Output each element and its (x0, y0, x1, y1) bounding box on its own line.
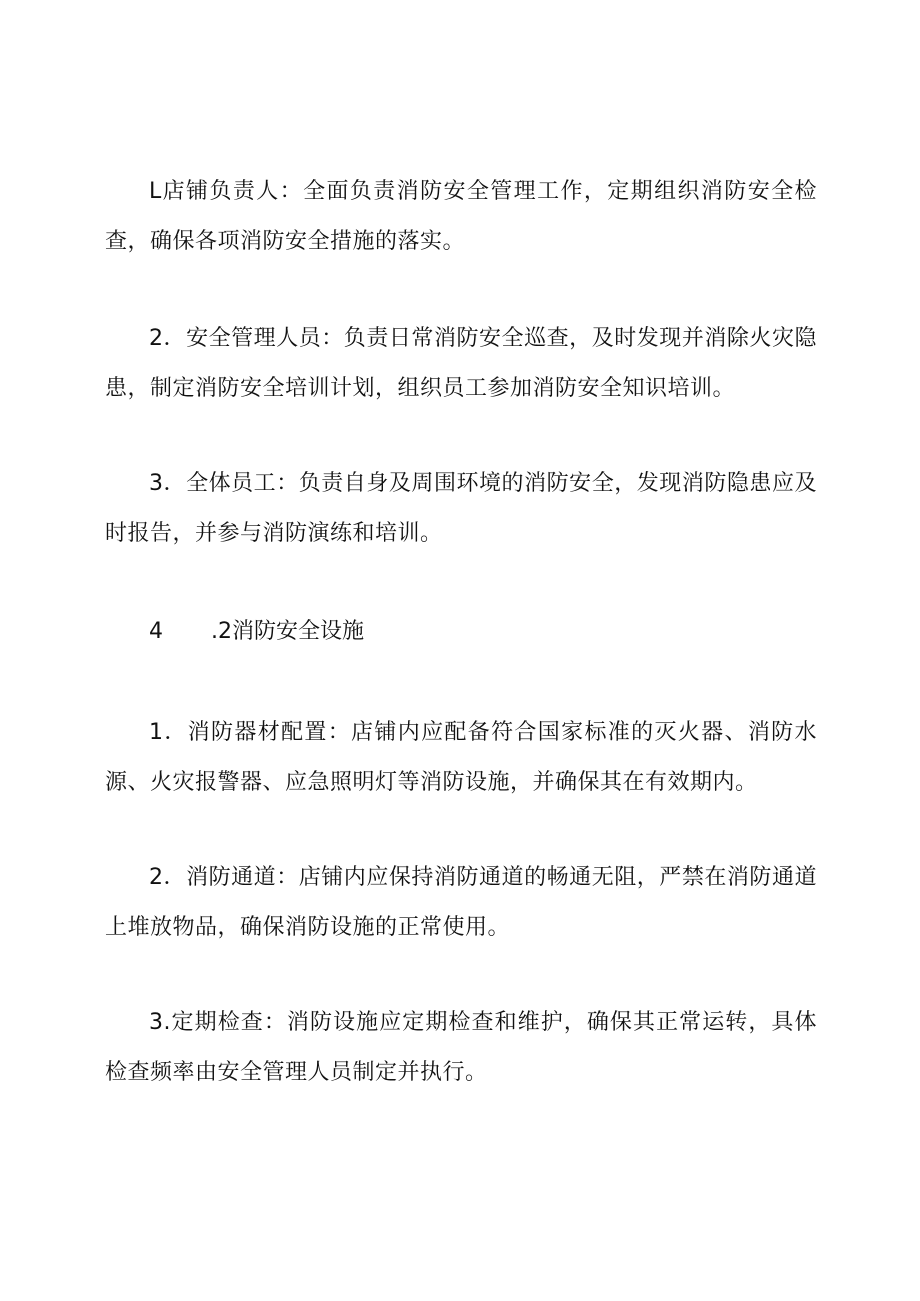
paragraph-store-manager: L店铺负责人：全面负责消防安全管理工作，定期组织消防安全检查，确保各项消防安全措施的落实。 (105, 179, 817, 254)
paragraph-fire-passage: 2．消防通道：店铺内应保持消防通道的畅通无阻，严禁在消防通道上堆放物品，确保消防设施的正常使用。 (105, 865, 817, 940)
paragraph-equipment-config: 1．消防器材配置：店铺内应配备符合国家标准的灭火器、消防水源、火灾报警器、应急照明灯等消防设施，并确保其在有效期内。 (105, 720, 817, 795)
paragraph-safety-manager: 2．安全管理人员：负责日常消防安全巡查，及时发现并消除火灾隐患，制定消防安全培训计划，组织员工参加消防安全知识培训。 (105, 326, 817, 401)
paragraph-regular-inspection: 3.定期检查：消防设施应定期检查和维护，确保其正常运转，具体检查频率由安全管理人员制定并执行。 (105, 1010, 817, 1085)
section-heading-number: 4 (149, 619, 163, 644)
section-heading (149, 607, 364, 657)
paragraph-all-staff: 3．全体员工：负责自身及周围环境的消防安全，发现消防隐患应及时报告，并参与消防演练和培训。 (105, 471, 817, 546)
section-heading-title: .2消防安全设施 (211, 619, 364, 644)
